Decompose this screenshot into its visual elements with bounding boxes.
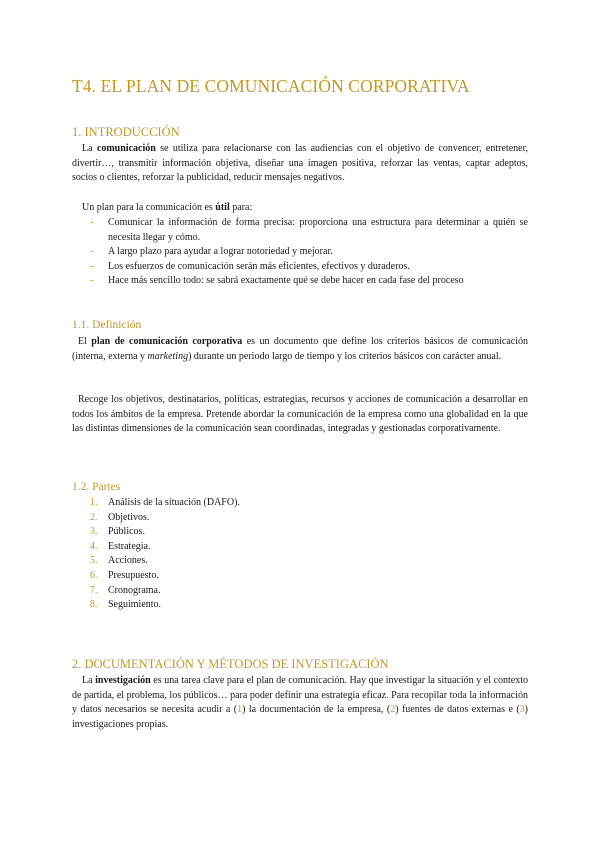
document-title: T4. EL PLAN DE COMUNICACIÓN CORPORATIVA <box>72 76 470 96</box>
heading-introduccion: 1. INTRODUCCIÓN <box>72 125 180 139</box>
bold-term-comunicacion: comunicación <box>96 143 156 154</box>
definicion-paragraph-1: El plan de comunicación corporativa es un documento que define los criterios básicos de comunicación (interna, externa y marketing) durante un periodo largo de tiempo y los criterios básicos con carácter anual. <box>72 336 528 362</box>
heading-partes: 1.2. Partes <box>72 481 121 493</box>
definicion-paragraph-2: Recoge los objetivos, destinatarios, políticas, estrategias, recursos y acciones de comunicación a desarrollar en todos los ámbitos de la empresa. Pretende abordar la comunicación de la empresa como una globalidad en la que las distintas dimensiones de la comunicación sean coordinadas, integradas y gestionadas corporativamente. <box>72 394 528 434</box>
heading-definicion: 1.1. Definición <box>72 319 142 331</box>
intro-paragraph-1: La comunicación se utiliza para relacionarse con las audiencias con el objetivo de convencer, entretener, divertir…, transmitir información objetiva, diseñar una imagen positiva, reforzar las ventas, captar adeptos, socios o clientes, reforzar la publicidad, reducir mensajes negativos. <box>72 143 529 183</box>
bold-term-plan: plan de comunicación corporativa <box>91 336 243 347</box>
dash-marker: - <box>90 217 94 228</box>
documentacion-paragraph: La investigación es una tarea clave para el plan de comunicación. Hay que investigar la situación y el contexto de partida, el problema, los públicos… para poder definir una estrategia eficaz. Para recopilar toda la información y datos necesarios se necesita acudir a (1) la documentación de la empresa, (2) fuentes de datos externas e (3) investigaciones propias. <box>72 675 529 730</box>
italic-term-marketing: marketing <box>147 350 189 362</box>
bold-term-investigacion: investigación <box>95 675 151 686</box>
list-item: 7. Cronograma. <box>90 584 161 596</box>
dash-marker: - <box>90 275 94 286</box>
list-item: 5. Acciones. <box>90 555 148 567</box>
list-item: 8. Seguimiento. <box>90 599 162 611</box>
list-item: 3. Públicos. <box>90 526 145 538</box>
list-item: - Comunicar la información de forma precisa: proporciona una estructura para determinar a quién se necesita llegar y cómo. <box>90 217 528 243</box>
ref-number-2: 2 <box>390 704 396 715</box>
ref-number-3: 3 <box>519 704 525 715</box>
ref-number-1: 1 <box>237 704 243 715</box>
bold-term-util: útil <box>215 202 230 213</box>
list-item: 4. Estrategia. <box>90 540 151 552</box>
list-item: - A largo plazo para ayudar a lograr notoriedad y mejorar. <box>90 245 528 260</box>
list-item: - Hace más sencillo todo: se sabrá exactamente qué se debe hacer en cada fase del proceso <box>90 274 528 289</box>
list-item: 2. Objetivos. <box>90 511 150 523</box>
intro-paragraph-2: Un plan para la comunicación es útil para: <box>82 202 253 213</box>
list-item: - Los esfuerzos de comunicación serán más eficientes, efectivos y duraderos. <box>90 260 528 275</box>
list-item: 6. Presupuesto. <box>90 569 159 581</box>
heading-documentacion: 2. DOCUMENTACIÓN Y MÉTODOS DE INVESTIGACIÓN <box>72 657 389 671</box>
partes-numbered-list <box>90 496 240 613</box>
dash-marker: - <box>90 246 94 257</box>
list-item: 1. Análisis de la situación (DAFO). <box>90 497 240 508</box>
intro-bullet-list <box>90 216 528 289</box>
dash-marker: - <box>90 260 94 272</box>
